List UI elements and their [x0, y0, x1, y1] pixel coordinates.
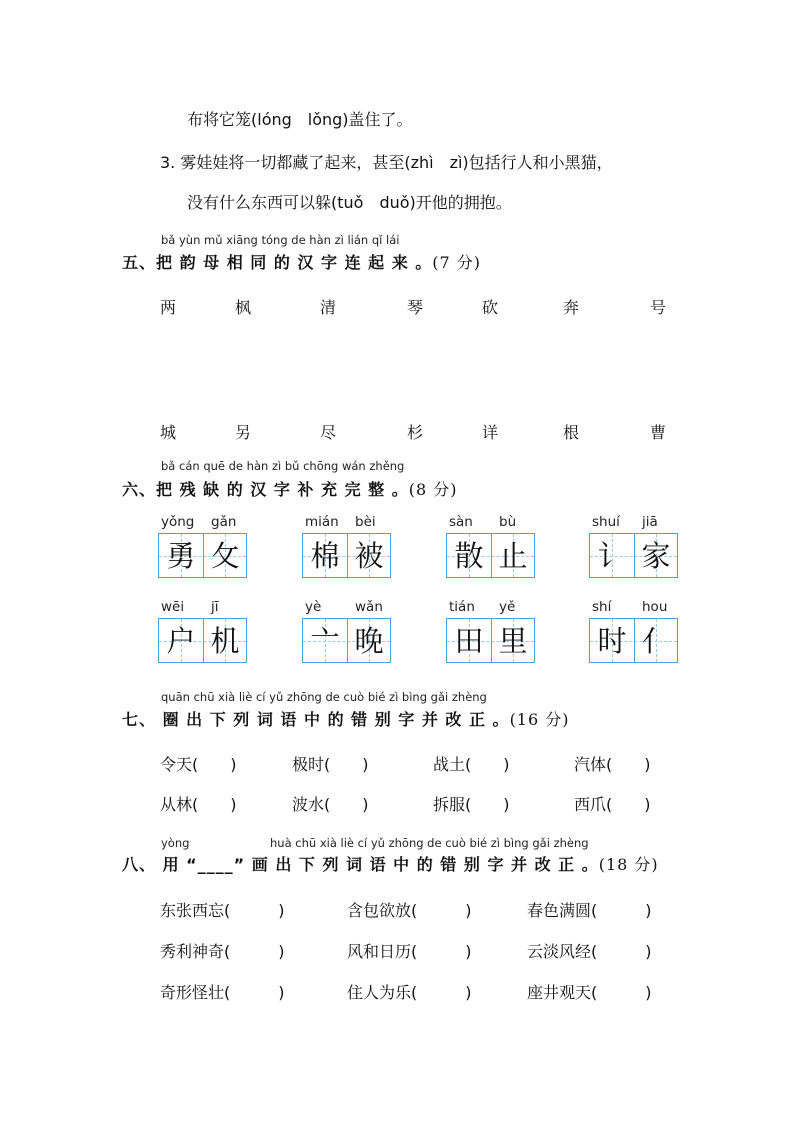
section5-points: (7 分): [432, 253, 482, 272]
section7-word: 汽体( ): [574, 755, 651, 774]
section5-bottom-char: 城: [160, 423, 177, 442]
section7-title: [122, 707, 570, 730]
section7-word: 波水( ): [292, 795, 369, 814]
box-char-1: 田: [454, 624, 484, 658]
section5-top-char: 奔: [563, 298, 580, 317]
section6-points: (8 分): [408, 480, 458, 499]
box-char-1: 户: [166, 624, 196, 658]
box-pinyin-2: yě: [499, 599, 516, 615]
box-pinyin-2: gǎn: [211, 514, 237, 530]
box-pinyin-2: jiā: [642, 514, 658, 530]
section5-top-char: 琴: [407, 298, 424, 317]
section7-pinyin: quān chū xià liè cí yǔ zhōng de cuò bié zì bìng gǎi zhèng: [161, 690, 487, 704]
section5-bottom-char: 曹: [650, 423, 667, 442]
section8-title-text: 八、 用 “____” 画 出 下 列 词 语 中 的 错 别 字 并 改 正 。: [122, 855, 599, 874]
section8-idiom: 座井观天( ): [527, 983, 652, 1002]
box-char-1: 亠: [310, 624, 340, 658]
section8-idiom: 东张西忘( ): [160, 901, 285, 920]
tianzige-box: [158, 618, 247, 663]
box-char-2: 止: [498, 539, 528, 573]
section8-idiom: 秀利神奇( ): [160, 942, 285, 961]
section7-word: 令天( ): [160, 755, 237, 774]
tianzige-box: [302, 533, 391, 578]
section8-points: (18 分): [598, 855, 659, 874]
section7-word: 拆服( ): [433, 795, 510, 814]
tianzige-box: [446, 533, 535, 578]
section5-bottom-char: 另: [235, 423, 252, 442]
section7-word: 西爪( ): [574, 795, 651, 814]
section6-title-text: 六、把 残 缺 的 汉 字 补 充 完 整 。: [122, 480, 409, 499]
tianzige-box: [589, 533, 678, 578]
section5-top-char: 砍: [482, 298, 499, 317]
section5-top-char: 号: [650, 298, 667, 317]
section8-idiom: 住人为乐( ): [347, 983, 472, 1002]
box-char-2: 里: [498, 624, 528, 658]
box-char-1: 勇: [166, 539, 196, 573]
section7-points: (16 分): [509, 710, 570, 729]
box-pinyin-1: yǒng: [161, 514, 195, 530]
box-pinyin-2: bèi: [355, 514, 376, 530]
text-line-3: 没有什么东西可以躲(tuǒ duǒ)开他的拥抱。: [187, 193, 512, 212]
box-pinyin-1: shuí: [592, 514, 620, 530]
section7-word: 战土( ): [433, 755, 510, 774]
section8-pinyin-b: huà chū xià liè cí yǔ zhōng de cuò bié zì bìng gǎi zhèng: [270, 836, 589, 850]
box-char-2: 晚: [354, 624, 384, 658]
section8-idiom: 云淡风经( ): [527, 942, 652, 961]
section5-pinyin: bǎ yùn mǔ xiāng tóng de hàn zì lián qǐ lái: [161, 233, 400, 247]
question-3-line: 3. 雾娃娃将一切都藏了起来，甚至(zhì zì)包括行人和小黑猫，: [160, 153, 613, 172]
box-pinyin-2: jī: [211, 599, 219, 615]
section5-top-char: 两: [160, 298, 177, 317]
box-char-2: 攵: [210, 539, 240, 573]
tianzige-box: [302, 618, 391, 663]
box-char-2: 机: [210, 624, 240, 658]
section5-bottom-char: 根: [563, 423, 580, 442]
box-char-2: 家: [641, 539, 671, 573]
section8-idiom: 奇形怪壮( ): [160, 983, 285, 1002]
section8-idiom: 风和日历( ): [347, 942, 472, 961]
box-pinyin-1: yè: [305, 599, 322, 615]
box-char-1: 讠: [597, 539, 627, 573]
tianzige-box: [158, 533, 247, 578]
section5-bottom-char: 杉: [407, 423, 424, 442]
tianzige-box: [446, 618, 535, 663]
box-pinyin-2: wǎn: [355, 599, 383, 615]
section8-idiom: 春色满圆( ): [527, 901, 652, 920]
text-line-1: 布将它笼(lóng lǒng)盖住了。: [187, 110, 413, 129]
section5-bottom-char: 详: [482, 423, 499, 442]
box-char-1: 时: [597, 624, 627, 658]
section5-title: [122, 250, 481, 273]
section8-pinyin-a: yòng: [161, 836, 190, 850]
box-pinyin-1: tián: [449, 599, 475, 615]
tianzige-box: [589, 618, 678, 663]
box-pinyin-2: bù: [499, 514, 517, 530]
section7-word: 极时( ): [292, 755, 369, 774]
section6-pinyin: bǎ cán quē de hàn zì bǔ chōng wán zhěng: [161, 459, 405, 473]
box-pinyin-1: mián: [305, 514, 339, 530]
box-pinyin-2: hou: [642, 599, 668, 615]
section5-title-text: 五、把 韵 母 相 同 的 汉 字 连 起 来 。: [122, 253, 433, 272]
box-char-1: 棉: [310, 539, 340, 573]
box-pinyin-1: sàn: [449, 514, 473, 530]
box-char-2: 被: [354, 539, 384, 573]
section6-title: [122, 477, 457, 500]
section7-title-text: 七、 圈 出 下 列 词 语 中 的 错 别 字 并 改 正 。: [122, 710, 510, 729]
section5-bottom-char: 尽: [320, 423, 337, 442]
section8-idiom: 含包欲放( ): [347, 901, 472, 920]
section5-top-char: 清: [320, 298, 337, 317]
box-pinyin-1: wēi: [161, 599, 185, 615]
box-char-1: 散: [454, 539, 484, 573]
section8-title: [122, 852, 659, 875]
section5-top-char: 枫: [235, 298, 252, 317]
box-char-2: 亻: [641, 624, 671, 658]
section7-word: 从林( ): [160, 795, 237, 814]
box-pinyin-1: shí: [592, 599, 612, 615]
